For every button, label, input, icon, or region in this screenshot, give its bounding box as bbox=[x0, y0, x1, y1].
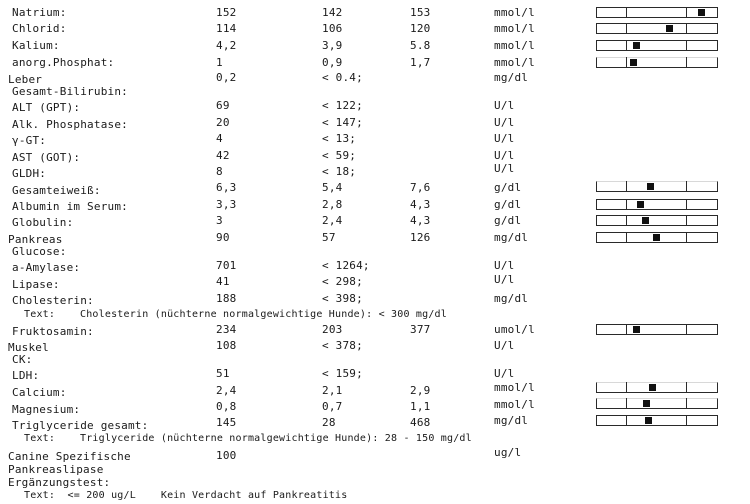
unit: U/l bbox=[494, 132, 515, 145]
result-value: 8 bbox=[216, 165, 223, 178]
section-heading: Ergänzungstest: bbox=[8, 476, 111, 489]
section-heading: Leber bbox=[8, 73, 43, 86]
result-value: 0,8 bbox=[216, 400, 237, 413]
unit: mmol/l bbox=[494, 6, 535, 19]
range-indicator bbox=[596, 40, 718, 50]
unit: U/l bbox=[494, 99, 515, 112]
reference-min: < 0.4; bbox=[322, 71, 363, 84]
range-marker bbox=[633, 42, 640, 49]
analyte-name: Cholesterin: bbox=[12, 294, 94, 307]
reference-max: 1,7 bbox=[410, 56, 431, 69]
reference-min: 142 bbox=[322, 6, 343, 19]
analyte-name: Fruktosamin: bbox=[12, 325, 94, 338]
range-marker bbox=[630, 59, 637, 66]
range-marker bbox=[647, 183, 654, 190]
result-value: 100 bbox=[216, 449, 237, 462]
reference-min: 2,8 bbox=[322, 198, 343, 211]
range-indicator bbox=[596, 57, 718, 67]
analyte-name: γ-GT: bbox=[12, 134, 47, 147]
result-value: 2,4 bbox=[216, 384, 237, 397]
analyte-name: Gesamt-Bilirubin: bbox=[12, 85, 128, 98]
range-indicator bbox=[596, 7, 718, 17]
analyte-name: CK: bbox=[12, 353, 33, 366]
unit: mmol/l bbox=[494, 381, 535, 394]
result-value: 3,3 bbox=[216, 198, 237, 211]
result-value: 145 bbox=[216, 416, 237, 429]
reference-max: 1,1 bbox=[410, 400, 431, 413]
result-value: 51 bbox=[216, 367, 230, 380]
analyte-name: Globulin: bbox=[12, 216, 74, 229]
reference-min: 0,7 bbox=[322, 400, 343, 413]
note-text: Text: Cholesterin (nüchterne normalgewichtige Hunde): < 300 mg/dl bbox=[24, 309, 447, 320]
reference-min: 5,4 bbox=[322, 181, 343, 194]
range-indicator bbox=[596, 199, 718, 209]
unit: U/l bbox=[494, 116, 515, 129]
result-value: 152 bbox=[216, 6, 237, 19]
unit: ug/l bbox=[494, 446, 522, 459]
result-value: 41 bbox=[216, 275, 230, 288]
reference-max: 4,3 bbox=[410, 198, 431, 211]
analyte-name: AST (GOT): bbox=[12, 151, 81, 164]
analyte-name: Triglyceride gesamt: bbox=[12, 419, 149, 432]
analyte-name: Lipase: bbox=[12, 278, 60, 291]
unit: umol/l bbox=[494, 323, 535, 336]
range-indicator bbox=[596, 415, 718, 425]
reference-min: 28 bbox=[322, 416, 336, 429]
reference-min: < 122; bbox=[322, 99, 363, 112]
analyte-name: Chlorid: bbox=[12, 22, 67, 35]
reference-min: < 147; bbox=[322, 116, 363, 129]
result-value: 108 bbox=[216, 339, 237, 352]
result-value: 42 bbox=[216, 149, 230, 162]
range-marker bbox=[649, 384, 656, 391]
reference-min: < 378; bbox=[322, 339, 363, 352]
section-heading: Muskel bbox=[8, 341, 49, 354]
reference-min: < 1264; bbox=[322, 259, 370, 272]
result-value: 234 bbox=[216, 323, 237, 336]
range-marker bbox=[653, 234, 660, 241]
reference-min: 0,9 bbox=[322, 56, 343, 69]
unit: U/l bbox=[494, 273, 515, 286]
result-value: 69 bbox=[216, 99, 230, 112]
unit: U/l bbox=[494, 162, 515, 175]
analyte-name: Kalium: bbox=[12, 39, 60, 52]
range-indicator bbox=[596, 382, 718, 392]
unit: g/dl bbox=[494, 181, 522, 194]
range-indicator bbox=[596, 398, 718, 408]
analyte-name: LDH: bbox=[12, 369, 40, 382]
result-value: 188 bbox=[216, 292, 237, 305]
reference-max: 120 bbox=[410, 22, 431, 35]
range-marker bbox=[666, 25, 673, 32]
reference-max: 153 bbox=[410, 6, 431, 19]
unit: mmol/l bbox=[494, 56, 535, 69]
result-value: 20 bbox=[216, 116, 230, 129]
result-value: 3 bbox=[216, 214, 223, 227]
unit: mg/dl bbox=[494, 71, 529, 84]
range-marker bbox=[637, 201, 644, 208]
analyte-name: Gesamteiweiß: bbox=[12, 184, 101, 197]
analyte-name: ALT (GPT): bbox=[12, 101, 81, 114]
note-text: Text: <= 200 ug/L Kein Verdacht auf Pankreatitis bbox=[24, 490, 348, 501]
unit: mmol/l bbox=[494, 22, 535, 35]
reference-max: 377 bbox=[410, 323, 431, 336]
range-indicator bbox=[596, 23, 718, 33]
result-value: 90 bbox=[216, 231, 230, 244]
reference-min: < 59; bbox=[322, 149, 357, 162]
range-marker bbox=[643, 400, 650, 407]
unit: mg/dl bbox=[494, 414, 529, 427]
unit: mg/dl bbox=[494, 231, 529, 244]
analyte-name: Natrium: bbox=[12, 6, 67, 19]
reference-max: 4,3 bbox=[410, 214, 431, 227]
result-value: 114 bbox=[216, 22, 237, 35]
unit: mg/dl bbox=[494, 292, 529, 305]
analyte-name: Glucose: bbox=[12, 245, 67, 258]
reference-max: 5.8 bbox=[410, 39, 431, 52]
unit: mmol/l bbox=[494, 398, 535, 411]
result-value: 4 bbox=[216, 132, 223, 145]
unit: U/l bbox=[494, 367, 515, 380]
reference-min: 2,4 bbox=[322, 214, 343, 227]
reference-max: 126 bbox=[410, 231, 431, 244]
reference-min: < 13; bbox=[322, 132, 357, 145]
reference-min: 2,1 bbox=[322, 384, 343, 397]
unit: U/l bbox=[494, 149, 515, 162]
result-value: 6,3 bbox=[216, 181, 237, 194]
unit: U/l bbox=[494, 339, 515, 352]
range-indicator bbox=[596, 215, 718, 225]
unit: g/dl bbox=[494, 214, 522, 227]
range-marker bbox=[645, 417, 652, 424]
analyte-name: Magnesium: bbox=[12, 403, 81, 416]
reference-min: 203 bbox=[322, 323, 343, 336]
analyte-name: GLDH: bbox=[12, 167, 47, 180]
reference-min: < 298; bbox=[322, 275, 363, 288]
reference-min: < 159; bbox=[322, 367, 363, 380]
reference-min: < 398; bbox=[322, 292, 363, 305]
range-indicator bbox=[596, 181, 718, 191]
analyte-name: Alk. Phosphatase: bbox=[12, 118, 128, 131]
range-indicator bbox=[596, 232, 718, 242]
reference-min: 57 bbox=[322, 231, 336, 244]
analyte-name: Calcium: bbox=[12, 386, 67, 399]
result-value: 0,2 bbox=[216, 71, 237, 84]
analyte-name: anorg.Phosphat: bbox=[12, 56, 115, 69]
analyte-name: a-Amylase: bbox=[12, 261, 81, 274]
reference-max: 7,6 bbox=[410, 181, 431, 194]
range-marker bbox=[633, 326, 640, 333]
range-marker bbox=[698, 9, 705, 16]
result-value: 4,2 bbox=[216, 39, 237, 52]
result-value: 1 bbox=[216, 56, 223, 69]
reference-min: < 18; bbox=[322, 165, 357, 178]
reference-max: 2,9 bbox=[410, 384, 431, 397]
section-heading: Pankreas bbox=[8, 233, 63, 246]
reference-min: 3,9 bbox=[322, 39, 343, 52]
result-value: 701 bbox=[216, 259, 237, 272]
analyte-name: Canine Spezifische Pankreaslipase bbox=[8, 450, 131, 476]
range-indicator bbox=[596, 324, 718, 334]
analyte-name: Albumin im Serum: bbox=[12, 200, 128, 213]
reference-max: 468 bbox=[410, 416, 431, 429]
unit: mmol/l bbox=[494, 39, 535, 52]
range-marker bbox=[642, 217, 649, 224]
unit: g/dl bbox=[494, 198, 522, 211]
reference-min: 106 bbox=[322, 22, 343, 35]
note-text: Text: Triglyceride (nüchterne normalgewichtige Hunde): 28 - 150 mg/dl bbox=[24, 433, 472, 444]
unit: U/l bbox=[494, 259, 515, 272]
